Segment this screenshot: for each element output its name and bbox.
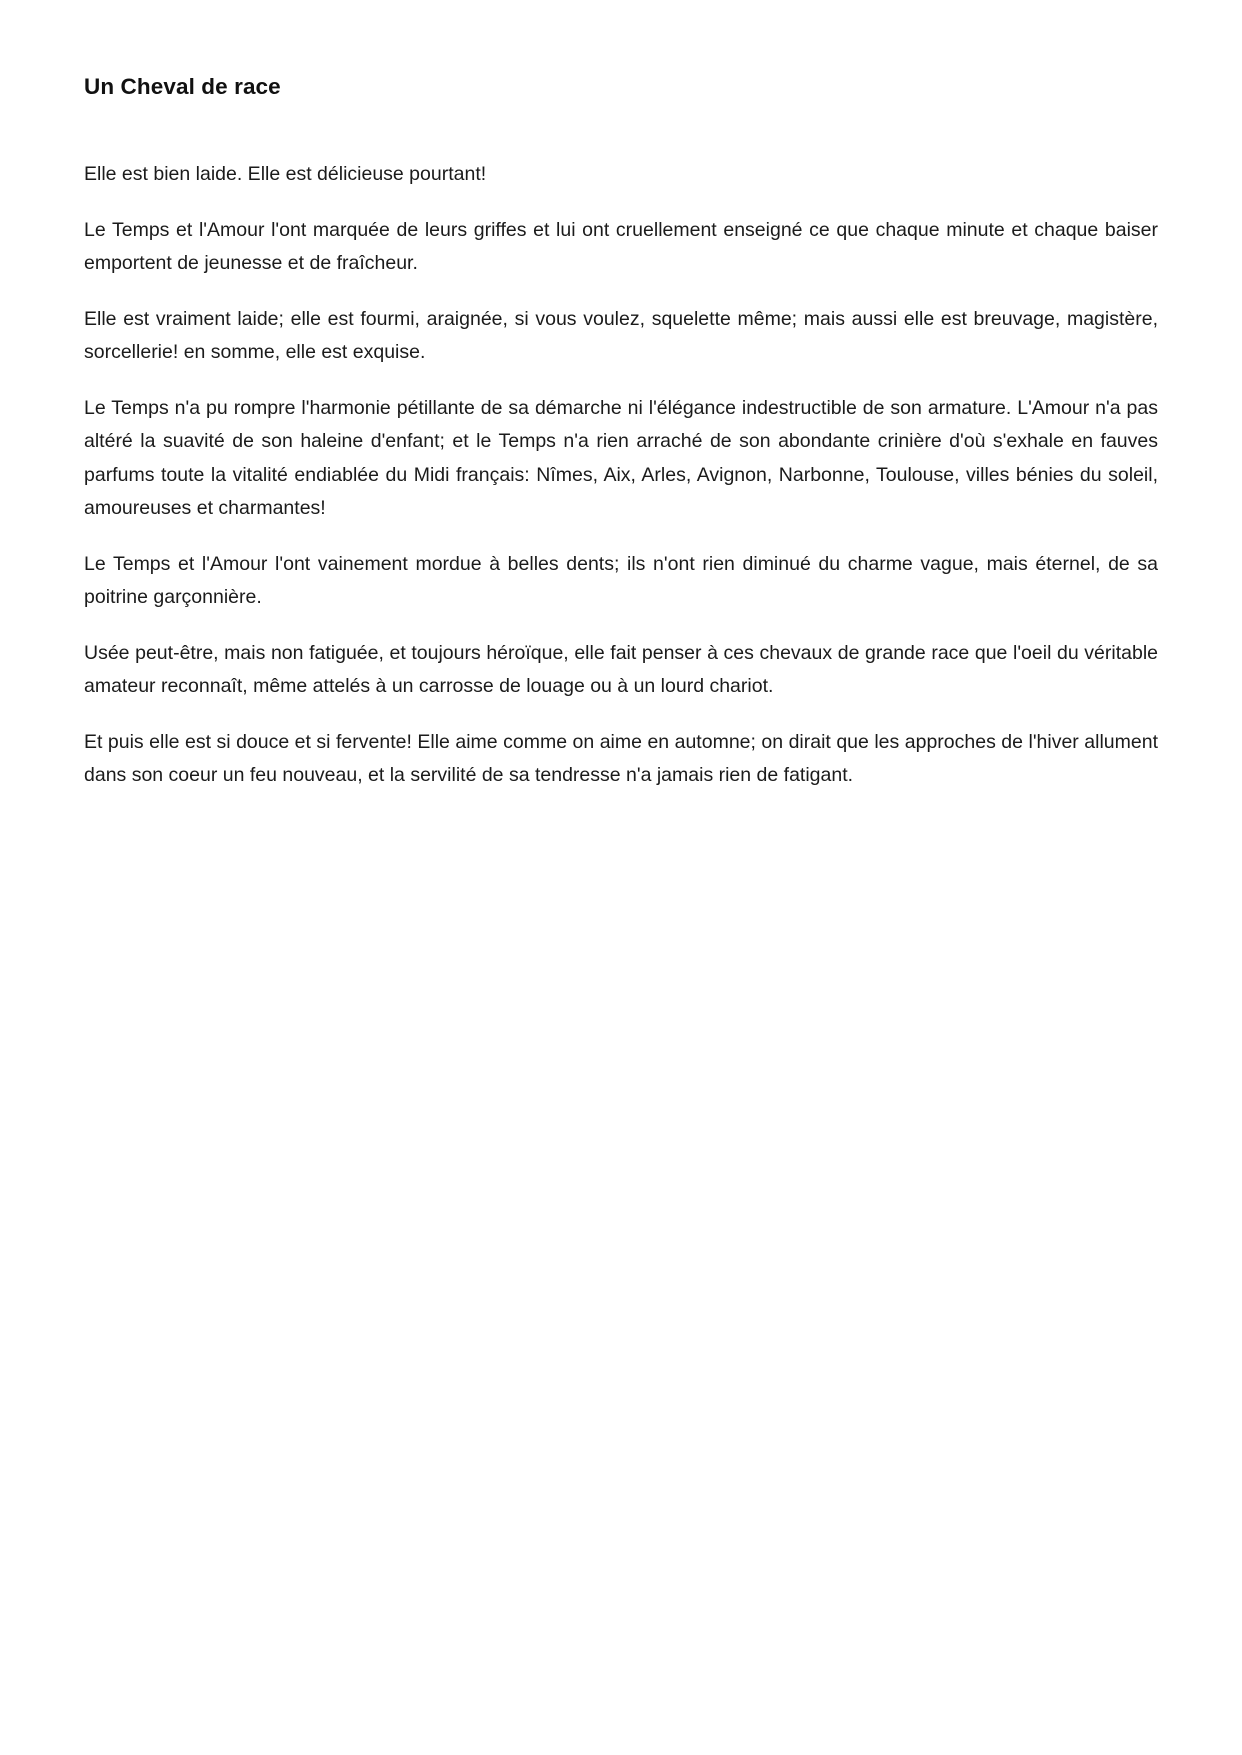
paragraph-5: Le Temps et l'Amour l'ont vainement mordue à belles dents; ils n'ont rien diminué du charme vague, mais éternel, de sa poitrine garçonnière. [84,552,1158,609]
paragraph-7: Et puis elle est si douce et si fervente! Elle aime comme on aime en automne; on dirait que les approches de l'hiver allument dans son coeur un feu nouveau, et la servilité de sa tendresse n'a jamais rien de fatigant. [84,730,1158,787]
page-title: Un Cheval de race [84,74,281,99]
paragraph-1: Elle est bien laide. Elle est délicieuse pourtant! [84,163,487,185]
paragraph-6: Usée peut-être, mais non fatiguée, et toujours héroïque, elle fait penser à ces chevaux de grande race que l'oeil du véritable amateur reconnaît, même attelés à un carrosse de louage ou à un lourd chariot. [84,641,1158,698]
paragraph-4: Le Temps n'a pu rompre l'harmonie pétillante de sa démarche ni l'élégance indestructible de son armature. L'Amour n'a pas altéré la suavité de son haleine d'enfant; et le Temps n'a rien arraché de son abondante crinière d'où s'exhale en fauves parfums toute la vitalité endiablée du Midi français: Nîmes, Aix, Arles, Avignon, Narbonne, Toulouse, villes bénies du soleil, amoureuses et charmantes! [84,396,1158,520]
document-body [84,158,1158,793]
paragraph-2: Le Temps et l'Amour l'ont marquée de leurs griffes et lui ont cruellement enseigné ce que chaque minute et chaque baiser emportent de jeunesse et de fraîcheur. [84,218,1158,275]
paragraph-3: Elle est vraiment laide; elle est fourmi, araignée, si vous voulez, squelette même; mais aussi elle est breuvage, magistère, sorcellerie! en somme, elle est exquise. [84,307,1158,364]
